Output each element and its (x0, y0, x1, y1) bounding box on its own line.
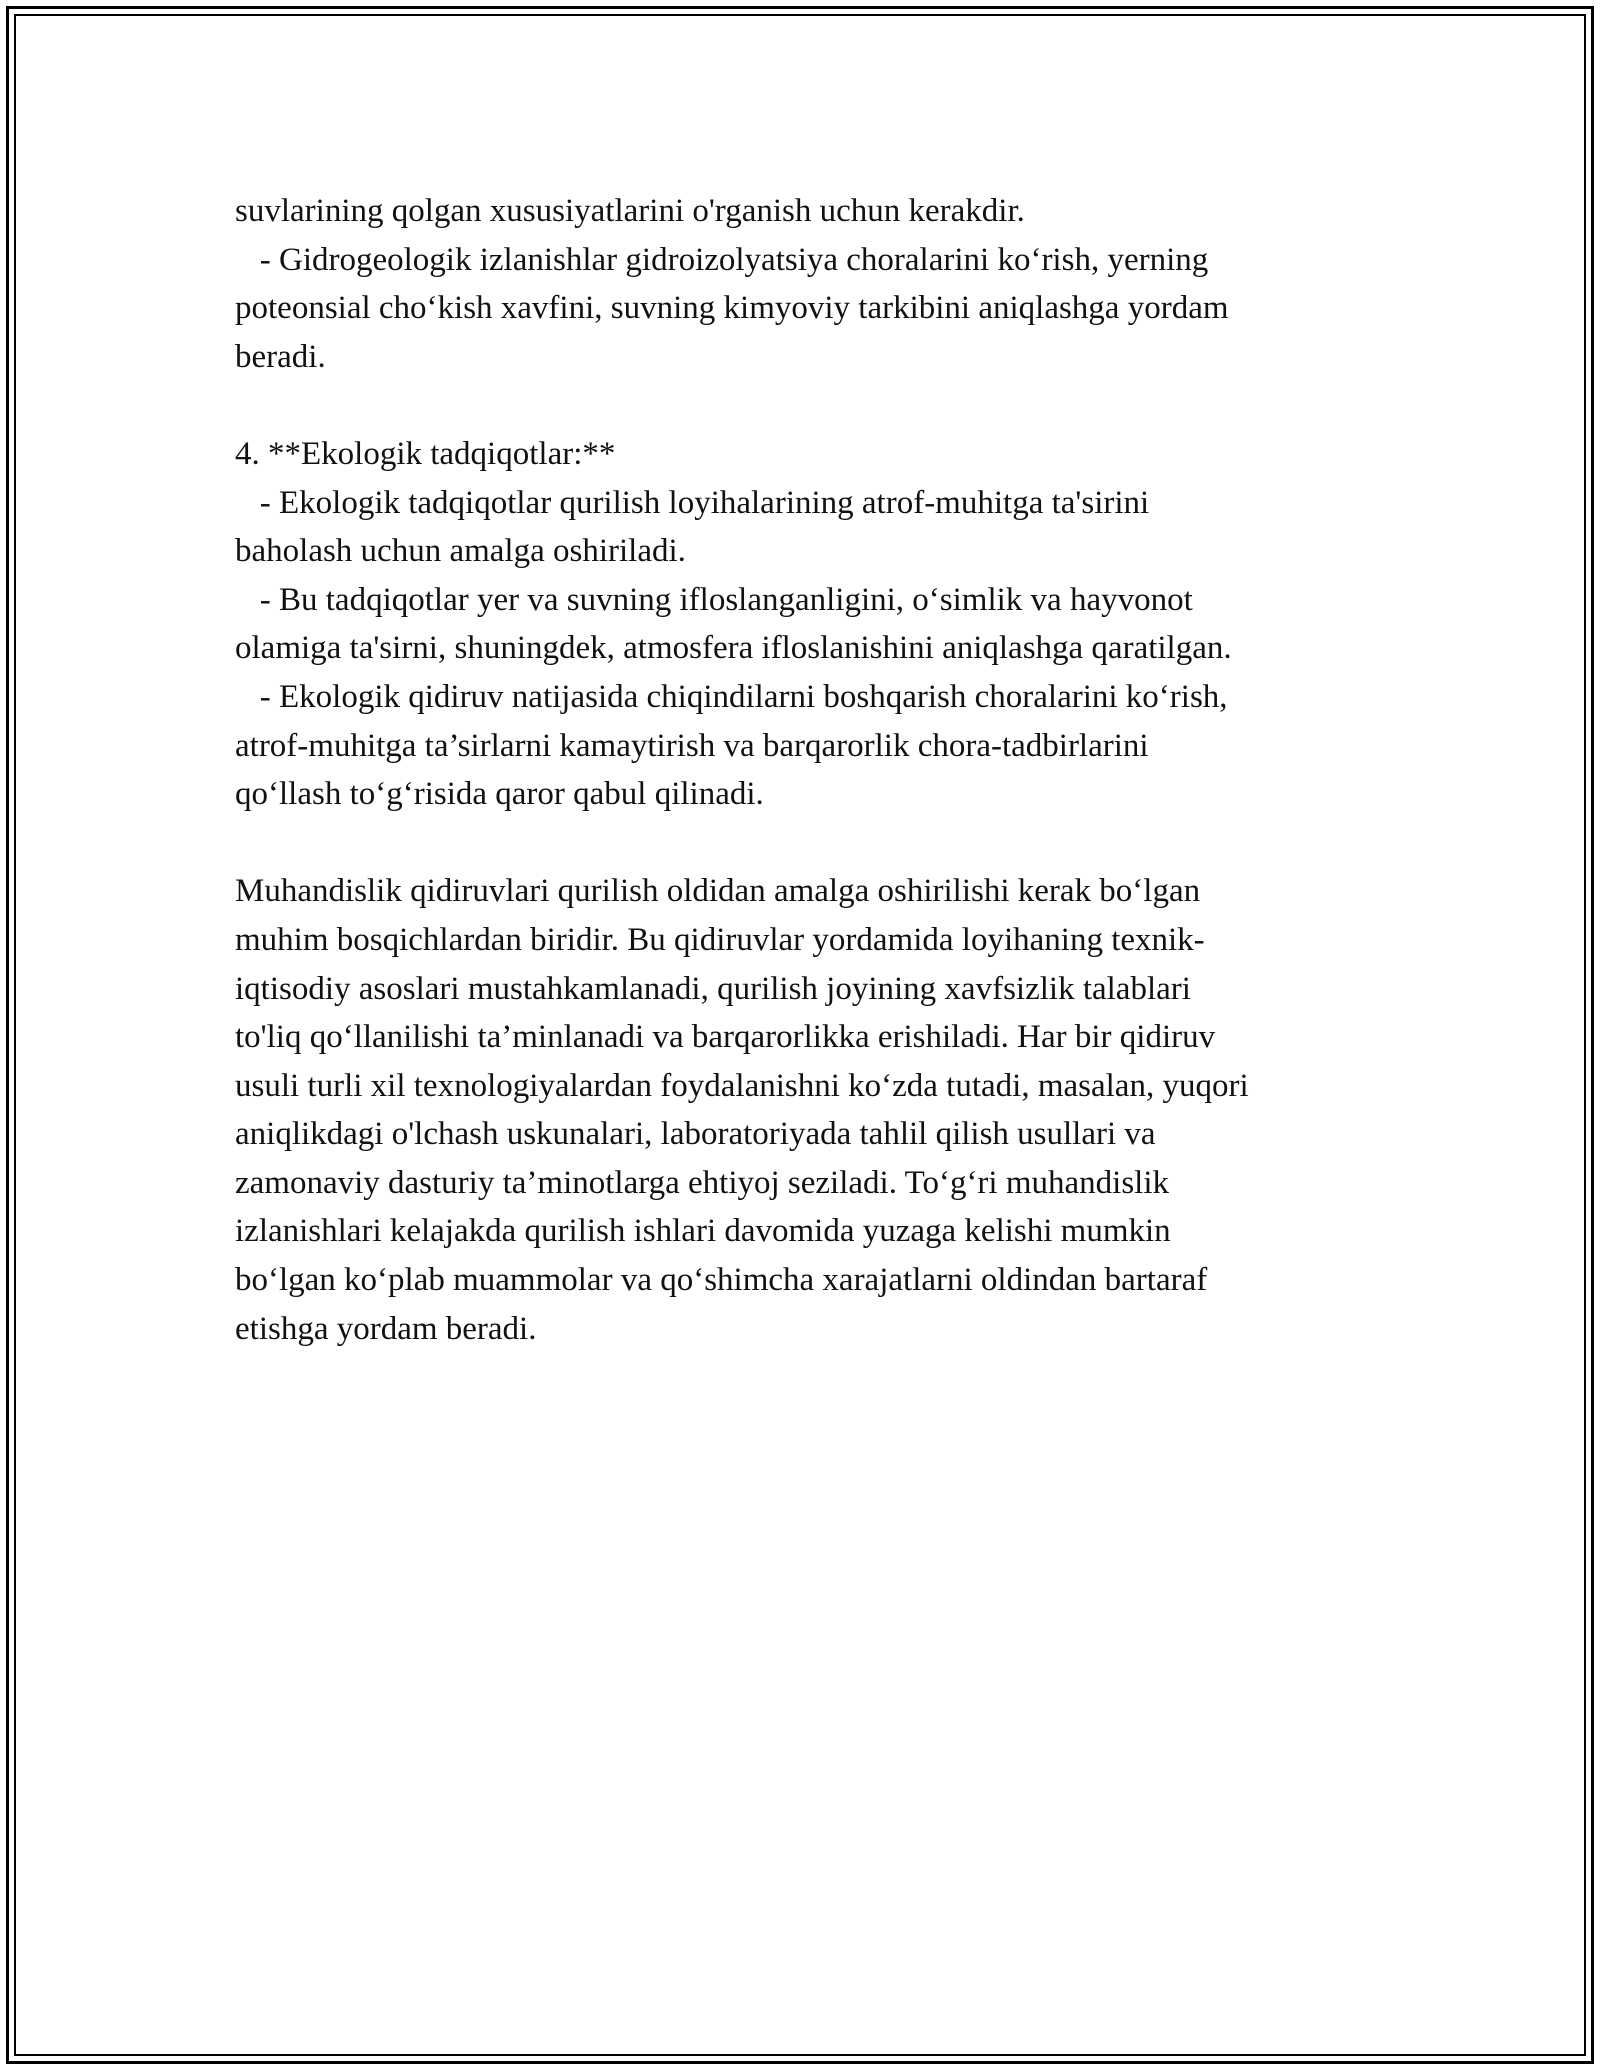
document-body (235, 187, 1375, 1353)
text-line: bo‘lgan ko‘plab muammolar va qo‘shimcha xarajatlarni oldindan bartaraf (235, 1262, 1208, 1299)
text-line: izlanishlari kelajakda qurilish ishlari davomida yuzaga kelishi mumkin (235, 1213, 1171, 1250)
text-line: beradi. (235, 338, 326, 375)
text-line: zamonaviy dasturiy ta’minotlarga ehtiyoj seziladi. To‘g‘ri muhandislik (235, 1164, 1170, 1201)
paragraph-gap (235, 819, 1375, 868)
section-heading: 4. **Ekologik tadqiqotlar:** (235, 435, 616, 472)
text-line: poteonsial cho‘kish xavfini, suvning kimyoviy tarkibini aniqlashga yordam (235, 290, 1229, 327)
text-line: qo‘llash to‘g‘risida qaror qabul qilinadi. (235, 776, 764, 813)
paragraph-gap (235, 381, 1375, 430)
text-line: - Gidrogeologik izlanishlar gidroizolyatsiya choralarini ko‘rish, yerning (235, 241, 1209, 278)
text-line: olamiga ta'sirni, shuningdek, atmosfera ifloslanishini aniqlashga qaratilgan. (235, 630, 1232, 667)
text-line: - Ekologik qidiruv natijasida chiqindilarni boshqarish choralarini ko‘rish, (235, 678, 1228, 715)
text-line: suvlarining qolgan xususiyatlarini o'rganish uchun kerakdir. (235, 193, 1025, 229)
text-line: - Bu tadqiqotlar yer va suvning ifloslanganligini, o‘simlik va hayvonot (235, 581, 1193, 618)
text-line: atrof-muhitga ta’sirlarni kamaytirish va barqarorlik chora-tadbirlarini (235, 727, 1149, 764)
text-line: aniqlikdagi o'lchash uskunalari, laboratoriyada tahlil qilish usullari va (235, 1116, 1156, 1153)
text-line: usuli turli xil texnologiyalardan foydalanishni ko‘zda tutadi, masalan, yuqori (235, 1067, 1249, 1104)
paragraph-conclusion (235, 867, 1375, 1353)
text-line: muhim bosqichlardan biridir. Bu qidiruvlar yordamida loyihaning texnik- (235, 921, 1205, 958)
text-line: etishga yordam beradi. (235, 1310, 537, 1347)
paragraph-hydrogeology-end (235, 187, 1375, 381)
text-line: baholash uchun amalga oshiriladi. (235, 533, 686, 570)
section-ecological-research (235, 430, 1375, 819)
text-line: to'liq qo‘llanilishi ta’minlanadi va barqarorlikka erishiladi. Har bir qidiruv (235, 1019, 1216, 1056)
text-line: iqtisodiy asoslari mustahkamlanadi, qurilish joyining xavfsizlik talablari (235, 970, 1191, 1007)
text-line: Muhandislik qidiruvlari qurilish oldidan amalga oshirilishi kerak bo‘lgan (235, 873, 1201, 910)
text-line: - Ekologik tadqiqotlar qurilish loyihalarining atrof-muhitga ta'sirini (235, 484, 1150, 521)
